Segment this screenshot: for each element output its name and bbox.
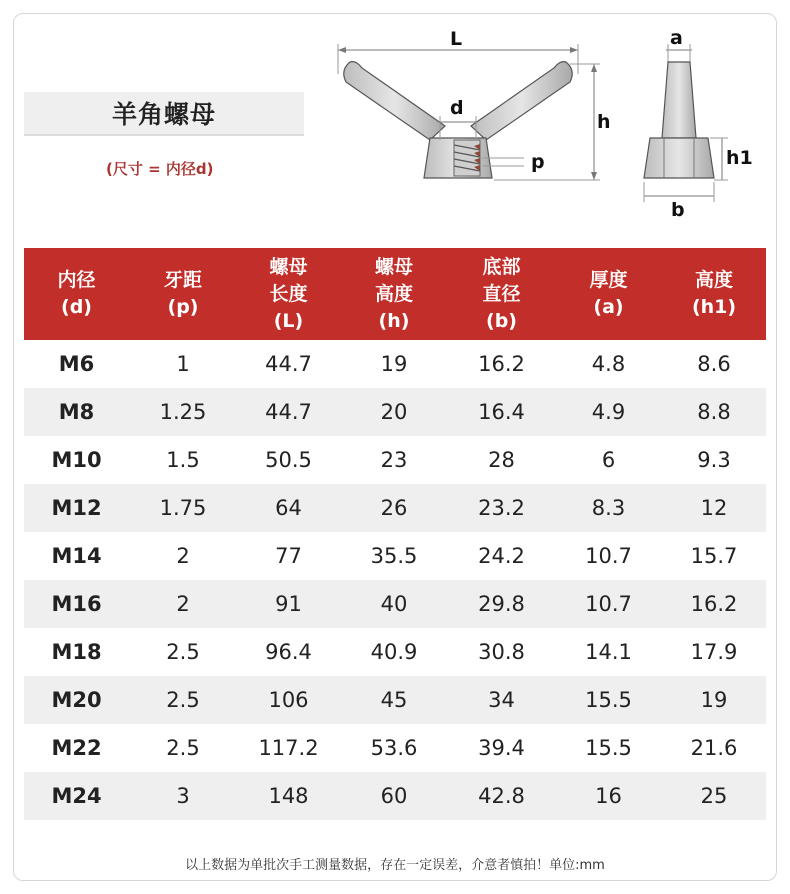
- spec-table: [24, 248, 766, 820]
- table-cell: 91: [275, 592, 302, 616]
- table-cell: M16: [51, 592, 102, 616]
- table-row: [24, 532, 766, 580]
- table-cell: 40.9: [370, 640, 418, 664]
- table-cell: 25: [700, 784, 728, 808]
- table-header: [24, 248, 766, 340]
- table-row: [24, 340, 766, 388]
- table-cell: 30.8: [478, 640, 525, 664]
- table-cell: 12: [700, 496, 728, 520]
- header-h1: 高度 (h1): [691, 269, 737, 318]
- table-cell: M22: [51, 736, 102, 760]
- table-cell: 53.6: [370, 736, 418, 760]
- table-row: [24, 388, 766, 436]
- front-view-drawing: [338, 28, 611, 180]
- table-cell: 10.7: [585, 544, 632, 568]
- table-cell: 2.5: [166, 688, 200, 712]
- table-cell: M24: [51, 784, 102, 808]
- table-cell: 16: [595, 784, 622, 808]
- table-cell: 42.8: [478, 784, 525, 808]
- table-cell: 50.5: [265, 448, 312, 472]
- table-body: [24, 340, 766, 820]
- table-cell: M18: [51, 640, 102, 664]
- table-cell: M6: [58, 352, 95, 376]
- header-thickness: 厚度 (a): [589, 269, 628, 318]
- table-cell: 4.9: [591, 400, 626, 424]
- table-row: [24, 580, 766, 628]
- footer-note: 以上数据为单批次手工测量数据，存在一定误差，介意者慎拍！单位:mm: [185, 858, 605, 873]
- table-cell: 34: [488, 688, 515, 712]
- header-height: 螺母 高度 (h): [374, 255, 413, 332]
- table-cell: 9.3: [697, 448, 731, 472]
- table-cell: 10.7: [585, 592, 632, 616]
- table-cell: 8.3: [591, 496, 626, 520]
- header-inner-diameter: 内径 (d): [57, 269, 96, 318]
- table-cell: 8.6: [697, 352, 731, 376]
- table-row: [24, 484, 766, 532]
- table-cell: 60: [380, 784, 408, 808]
- table-row: [24, 628, 766, 676]
- table-cell: 19: [700, 688, 728, 712]
- table-cell: 1.75: [159, 496, 207, 520]
- table-cell: 117.2: [258, 736, 319, 760]
- table-cell: 21.6: [690, 736, 738, 760]
- product-subtitle: (尺寸 = 内径d): [106, 160, 214, 178]
- table-cell: 19: [380, 352, 408, 376]
- table-cell: 44.7: [265, 352, 312, 376]
- table-cell: 106: [268, 688, 309, 712]
- table-cell: 3: [176, 784, 190, 808]
- header-base-diameter: 底部 直径 (b): [482, 255, 521, 332]
- table-cell: 23.2: [478, 496, 525, 520]
- table-cell: 2.5: [166, 640, 200, 664]
- table-cell: 44.7: [265, 400, 312, 424]
- product-title: 羊角螺母: [111, 100, 216, 129]
- table-cell: 45: [380, 688, 408, 712]
- table-cell: 39.4: [478, 736, 525, 760]
- table-cell: 17.9: [690, 640, 738, 664]
- table-cell: 40: [380, 592, 408, 616]
- table-cell: M12: [51, 496, 102, 520]
- table-cell: 1: [176, 352, 190, 376]
- label-p: p: [531, 151, 545, 173]
- table-cell: 4.8: [591, 352, 626, 376]
- table-cell: 16.2: [690, 592, 738, 616]
- header-pitch: 牙距 (p): [163, 269, 202, 318]
- table-cell: 35.5: [370, 544, 418, 568]
- label-h1: h1: [726, 147, 753, 169]
- header-length: 螺母 长度 (L): [269, 255, 308, 332]
- table-row: [24, 436, 766, 484]
- table-cell: 1.25: [159, 400, 207, 424]
- table-cell: 29.8: [478, 592, 525, 616]
- table-cell: 148: [268, 784, 309, 808]
- wing-nut-diagram: [0, 0, 790, 240]
- table-cell: 16.2: [478, 352, 525, 376]
- table-row: [24, 772, 766, 820]
- table-cell: 2: [176, 544, 190, 568]
- table-cell: 1.5: [166, 448, 200, 472]
- label-a: a: [670, 27, 683, 49]
- table-cell: 28: [488, 448, 515, 472]
- table-cell: M10: [51, 448, 102, 472]
- table-row: [24, 724, 766, 772]
- table-cell: 6: [601, 448, 616, 472]
- table-cell: 2.5: [166, 736, 200, 760]
- table-cell: 15.5: [585, 736, 632, 760]
- table-cell: 15.7: [690, 544, 738, 568]
- table-cell: 24.2: [478, 544, 525, 568]
- table-cell: 26: [380, 496, 408, 520]
- label-d: d: [450, 97, 464, 119]
- table-cell: 15.5: [585, 688, 632, 712]
- table-cell: 8.8: [697, 400, 731, 424]
- table-cell: 96.4: [265, 640, 312, 664]
- table-cell: 20: [380, 400, 408, 424]
- label-b: b: [671, 199, 685, 221]
- table-cell: M14: [51, 544, 102, 568]
- table-cell: 64: [275, 496, 302, 520]
- table-cell: 2: [176, 592, 190, 616]
- table-cell: 77: [275, 544, 302, 568]
- table-row: [24, 676, 766, 724]
- label-h: h: [597, 111, 611, 133]
- table-cell: 23: [380, 448, 408, 472]
- table-cell: 16.4: [478, 400, 525, 424]
- table-cell: M20: [51, 688, 102, 712]
- table-cell: M8: [58, 400, 95, 424]
- label-L: L: [450, 28, 463, 50]
- side-view-drawing: [644, 27, 753, 221]
- table-cell: 14.1: [585, 640, 632, 664]
